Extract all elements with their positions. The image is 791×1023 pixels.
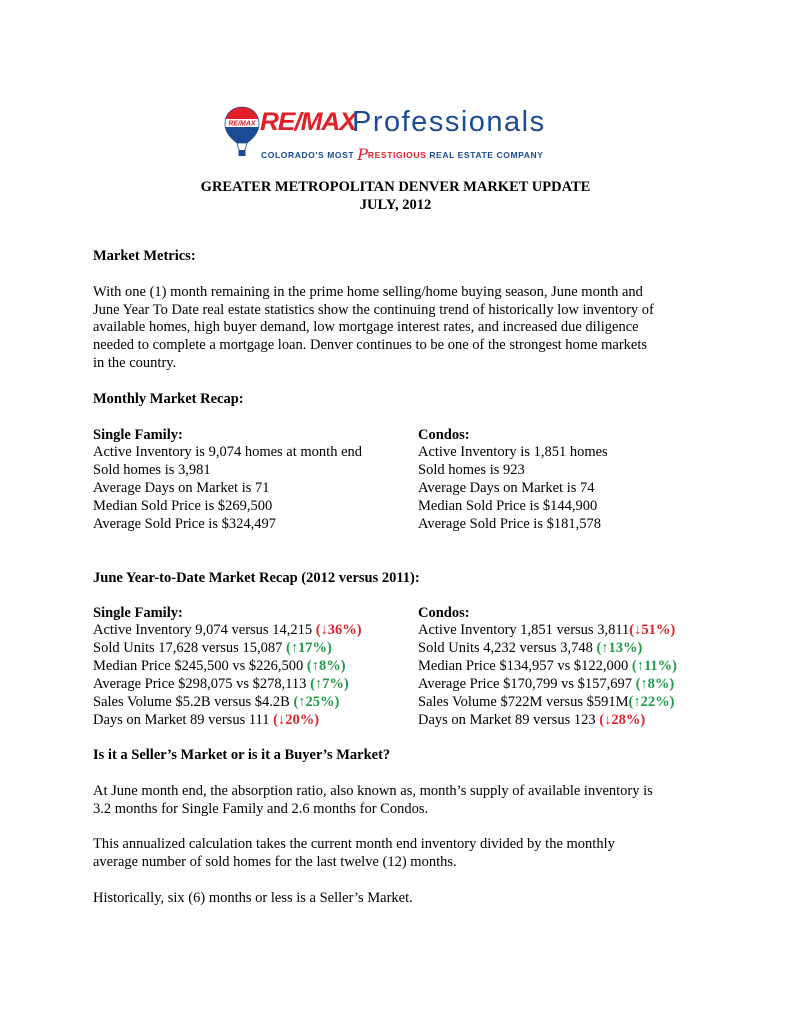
ytd-condo-change: (↑8%) [635,676,675,692]
ytd-condo-text: Days on Market 89 versus 123 [418,712,600,728]
ytd-sf-text: Average Price $298,075 vs $278,113 [93,676,311,692]
ytd-condo-change: (↑11%) [631,658,677,674]
monthly-condo-line: Active Inventory is 1,851 homes [418,444,608,460]
ytd-sf-change: (↑17%) [285,640,332,656]
monthly-condo-line: Median Sold Price is $144,900 [418,498,598,514]
tagline-script-p: P [357,145,368,164]
tagline-highlight: RESTIGIOUS [367,150,427,160]
tagline-after: REAL ESTATE COMPANY [426,150,544,160]
ytd-condo-change: (↑22%) [628,694,675,710]
ytd-sf-row [93,693,339,711]
monthly-sf-line: Average Days on Market is 71 [93,480,270,496]
ytd-condo-row [418,693,674,711]
ytd-condo-text: Active Inventory 1,851 versus 3,811 [418,622,630,638]
monthly-recap-heading: Monthly Market Recap: [93,391,244,407]
paragraph-line: At June month end, the absorption ratio, also known as, month’s supply of available inventory is [93,783,653,799]
logo-tagline [261,145,544,164]
monthly-condo-line: Sold homes is 923 [418,462,525,478]
ytd-sf-row [93,639,332,657]
remax-professionals-logo [222,106,582,166]
ytd-condos-heading: Condos: [418,605,470,621]
hot-air-balloon-icon [224,106,260,158]
ytd-single-family-heading: Single Family: [93,605,183,621]
page-date: JULY, 2012 [359,197,432,213]
logo-brand: RE/MAX [260,108,356,136]
ytd-sf-text: Sold Units 17,628 versus 15,087 [93,640,286,656]
paragraph-line: needed to complete a mortgage loan. Denver continues to be one of the strongest home markets [93,337,648,353]
ytd-condo-change: (↓51%) [629,622,676,638]
paragraph-line: available homes, high buyer demand, low mortgage interest rates, and increased due diligence [93,319,639,335]
ytd-condo-row [418,675,674,693]
ytd-sf-change: (↑7%) [310,676,349,692]
ytd-condo-text: Average Price $170,799 vs $157,697 [418,676,636,692]
monthly-sf-line: Active Inventory is 9,074 homes at month end [93,444,363,460]
ytd-sf-change: (↑25%) [293,694,340,710]
paragraph-line: This annualized calculation takes the current month end inventory divided by the monthly [93,836,615,852]
monthly-condo-line: Average Sold Price is $181,578 [418,516,601,532]
ytd-recap-heading: June Year-to-Date Market Recap (2012 versus 2011): [93,570,420,586]
ytd-sf-row [93,657,346,675]
ytd-sf-change: (↓36%) [315,622,362,638]
ytd-condo-row [418,639,642,657]
balloon-label: RE/MAX [228,120,256,128]
ytd-condo-row [418,621,675,639]
paragraph-line: in the country. [93,355,177,371]
market-metrics-heading: Market Metrics: [93,248,196,264]
ytd-condo-change: (↓28%) [599,712,646,728]
ytd-condo-text: Sold Units 4,232 versus 3,748 [418,640,597,656]
ytd-sf-change: (↓20%) [273,712,320,728]
ytd-sf-text: Sales Volume $5.2B versus $4.2B [93,694,294,710]
monthly-condo-line: Average Days on Market is 74 [418,480,595,496]
ytd-sf-change: (↑8%) [306,658,346,674]
ytd-sf-row [93,675,349,693]
paragraph-line: 3.2 months for Single Family and 2.6 months for Condos. [93,801,429,817]
ytd-condo-text: Median Price $134,957 vs $122,000 [418,658,632,674]
ytd-condo-row [418,711,645,729]
ytd-sf-text: Days on Market 89 versus 111 [93,712,274,728]
tagline-before: COLORADO'S MOST [261,150,358,160]
monthly-sf-line: Average Sold Price is $324,497 [93,516,276,532]
ytd-condo-text: Sales Volume $722M versus $591M [418,694,629,710]
monthly-single-family-heading: Single Family: [93,427,183,443]
monthly-sf-line: Median Sold Price is $269,500 [93,498,273,514]
paragraph-line: June Year To Date real estate statistics show the continuing trend of historically low inventory of [93,302,654,318]
ytd-sf-text: Active Inventory 9,074 versus 14,215 [93,622,316,638]
paragraph-line: With one (1) month remaining in the prime home selling/home buying season, June month and [93,284,643,300]
ytd-condo-row [418,657,677,675]
paragraph-line: Historically, six (6) months or less is a Seller’s Market. [93,890,413,906]
ytd-sf-row [93,711,319,729]
ytd-condo-change: (↑13%) [596,640,643,656]
ytd-sf-row [93,621,362,639]
ytd-sf-text: Median Price $245,500 vs $226,500 [93,658,307,674]
page-title: GREATER METROPOLITAN DENVER MARKET UPDATE [200,179,591,195]
monthly-sf-line: Sold homes is 3,981 [93,462,211,478]
monthly-condos-heading: Condos: [418,427,470,443]
logo-name: Professionals [352,106,546,138]
sellers-market-heading: Is it a Seller’s Market or is it a Buyer’s Market? [93,747,391,763]
paragraph-line: average number of sold homes for the last twelve (12) months. [93,854,457,870]
